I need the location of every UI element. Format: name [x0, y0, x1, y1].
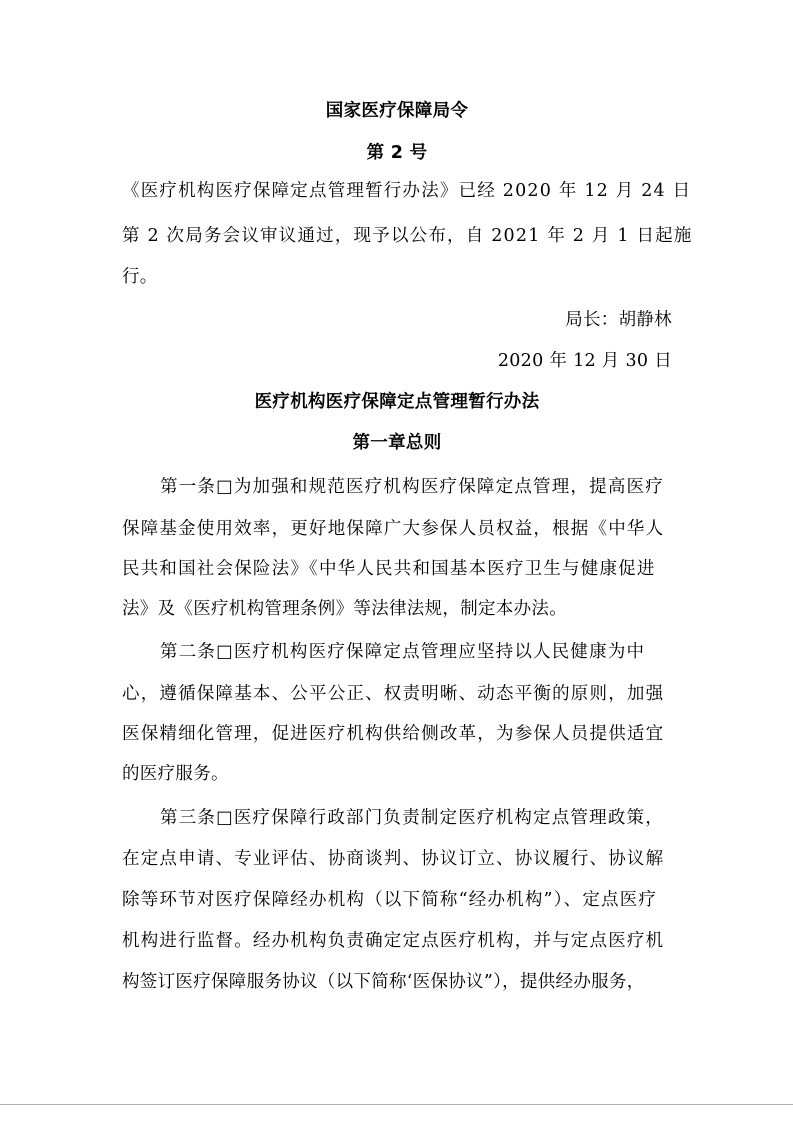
order-title: 国家医疗保障局令	[325, 101, 469, 121]
order-number: 第 2 号	[366, 143, 428, 163]
article-line: 第三条□医疗保障行政部门负责制定医疗机构定点管理政策，	[160, 808, 664, 828]
article-line: 构签订医疗保障服务协议（以下简称‘医保协议”），提供经办服务，	[122, 972, 645, 992]
page-bottom-rule	[0, 1104, 793, 1105]
article-line: 在定点申请、专业评估、协商谈判、协议订立、协议履行、协议解	[122, 849, 665, 869]
article-line: 医保精细化管理，促进医疗机构供给侧改革，为参保人员提供适宜	[122, 724, 665, 744]
article-line: 第一条□为加强和规范医疗机构医疗保障定点管理，提高医疗	[160, 477, 664, 497]
article-line: 的医疗服务。	[122, 764, 229, 784]
article-line: 除等环节对医疗保障经办机构（以下简称“经办机构”）、定点医疗	[122, 890, 658, 910]
article-line: 民共和国社会保险法》《中华人民共和国基本医疗卫生与健康促进	[122, 559, 656, 579]
measures-title: 医疗机构医疗保障定点管理暂行办法	[254, 392, 540, 412]
article-line: 第二条□医疗机构医疗保障定点管理应坚持以人民健康为中	[160, 642, 646, 662]
chapter-heading: 第一章总则	[352, 433, 442, 453]
article-line: 心，遵循保障基本、公平公正、权责明晰、动态平衡的原则，加强	[122, 684, 665, 704]
signing-date: 2020 年 12 月 30 日	[497, 351, 672, 371]
article-line: 保障基金使用效率，更好地保障广大参保人员权益，根据《中华人	[122, 519, 665, 539]
article-line: 法》及《医疗机构管理条例》等法律法规，制定本办法。	[122, 599, 567, 619]
signer: 局长：胡静林	[565, 310, 672, 330]
article-line: 机构进行监督。经办机构负责确定定点医疗机构，并与定点医疗机	[122, 931, 665, 951]
order-body-line: 《医疗机构医疗保障定点管理暂行办法》已经 2020 年 12 月 24 日	[122, 181, 692, 201]
order-body-line: 第 2 次局务会议审议通过，现予以公布，自 2021 年 2 月 1 日起施	[122, 226, 693, 246]
order-body-line: 行。	[122, 267, 158, 287]
